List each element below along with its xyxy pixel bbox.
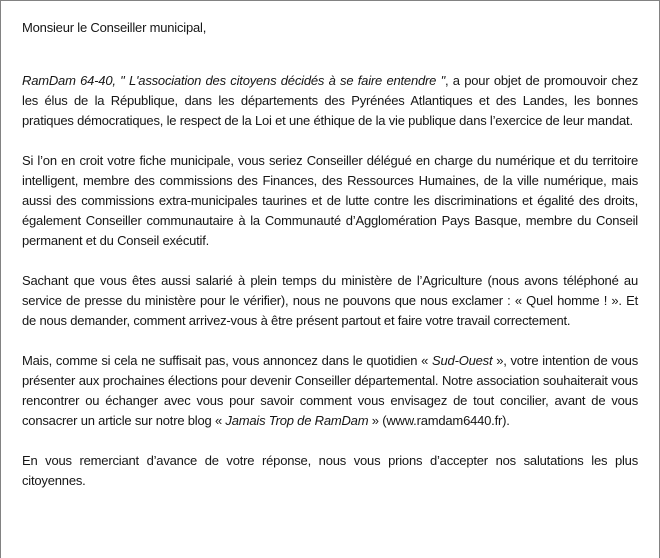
letter-paragraph-remerciements [22, 451, 638, 491]
letter-paragraph-salutation [22, 18, 638, 38]
text-run: » (www.ramdam6440.fr). [368, 413, 510, 428]
text-run: Sachant que vous êtes aussi salarié à plein temps du ministère de l’Agriculture (nous avons téléphoné au service de presse du ministère pour le vérifier), nous ne pouvons que nous exclamer : « Quel homme ! ». Et de nous demander, comment arrivez-vous à être présent partout et faire votre travail correctement. [22, 273, 638, 328]
italic-text-run: Jamais Trop de RamDam [225, 413, 369, 428]
italic-text-run: RamDam 64-40, " L'association des citoyens décidés à se faire entendre " [22, 73, 445, 88]
letter-paragraph-ministere-agriculture [22, 271, 638, 331]
text-run: Si l’on en croit votre fiche municipale, vous seriez Conseiller délégué en charge du numérique et du territoire intelligent, membre des commissions des Finances, des Ressources Humaines, de la ville numérique, mais aussi des commissions extra-municipales taurines et de lutte contre les discriminations et égalité des droits, également Conseiller communautaire à la Communauté d’Agglomération Pays Basque, membre du Conseil permanent et du Conseil exécutif. [22, 153, 638, 248]
text-run: , a pour objet de promouvoir chez les élus de la République, dans les départements des Pyrénées Atlantiques et des Landes, les bonnes pratiques démocratiques, le respect de la Loi et une éthique de la vie publique dans l’exercice de leur mandat. [22, 73, 638, 128]
text-run: En vous remerciant d’avance de votre réponse, nous vous prions d’accepter nos salutations les plus citoyennes. [22, 453, 638, 488]
letter-paragraph-elections-departementales [22, 351, 638, 431]
letter-paragraph-association-presentation [22, 71, 638, 131]
italic-text-run: Sud-Ouest [432, 353, 493, 368]
text-run: Monsieur le Conseiller municipal, [22, 20, 207, 35]
text-run: », votre intention de vous présenter aux prochaines élections pour devenir Conseiller départemental. Notre association souhaiterait vous rencontrer ou échanger avec vous pour savoir comment vous envisagez de tout concilier, avant de vous consacrer un article sur notre blog « [22, 353, 638, 428]
letter-body [22, 18, 638, 491]
text-run: Mais, comme si cela ne suffisait pas, vous annoncez dans le quotidien « [22, 353, 433, 368]
letter-paragraph-fiche-municipale [22, 151, 638, 251]
